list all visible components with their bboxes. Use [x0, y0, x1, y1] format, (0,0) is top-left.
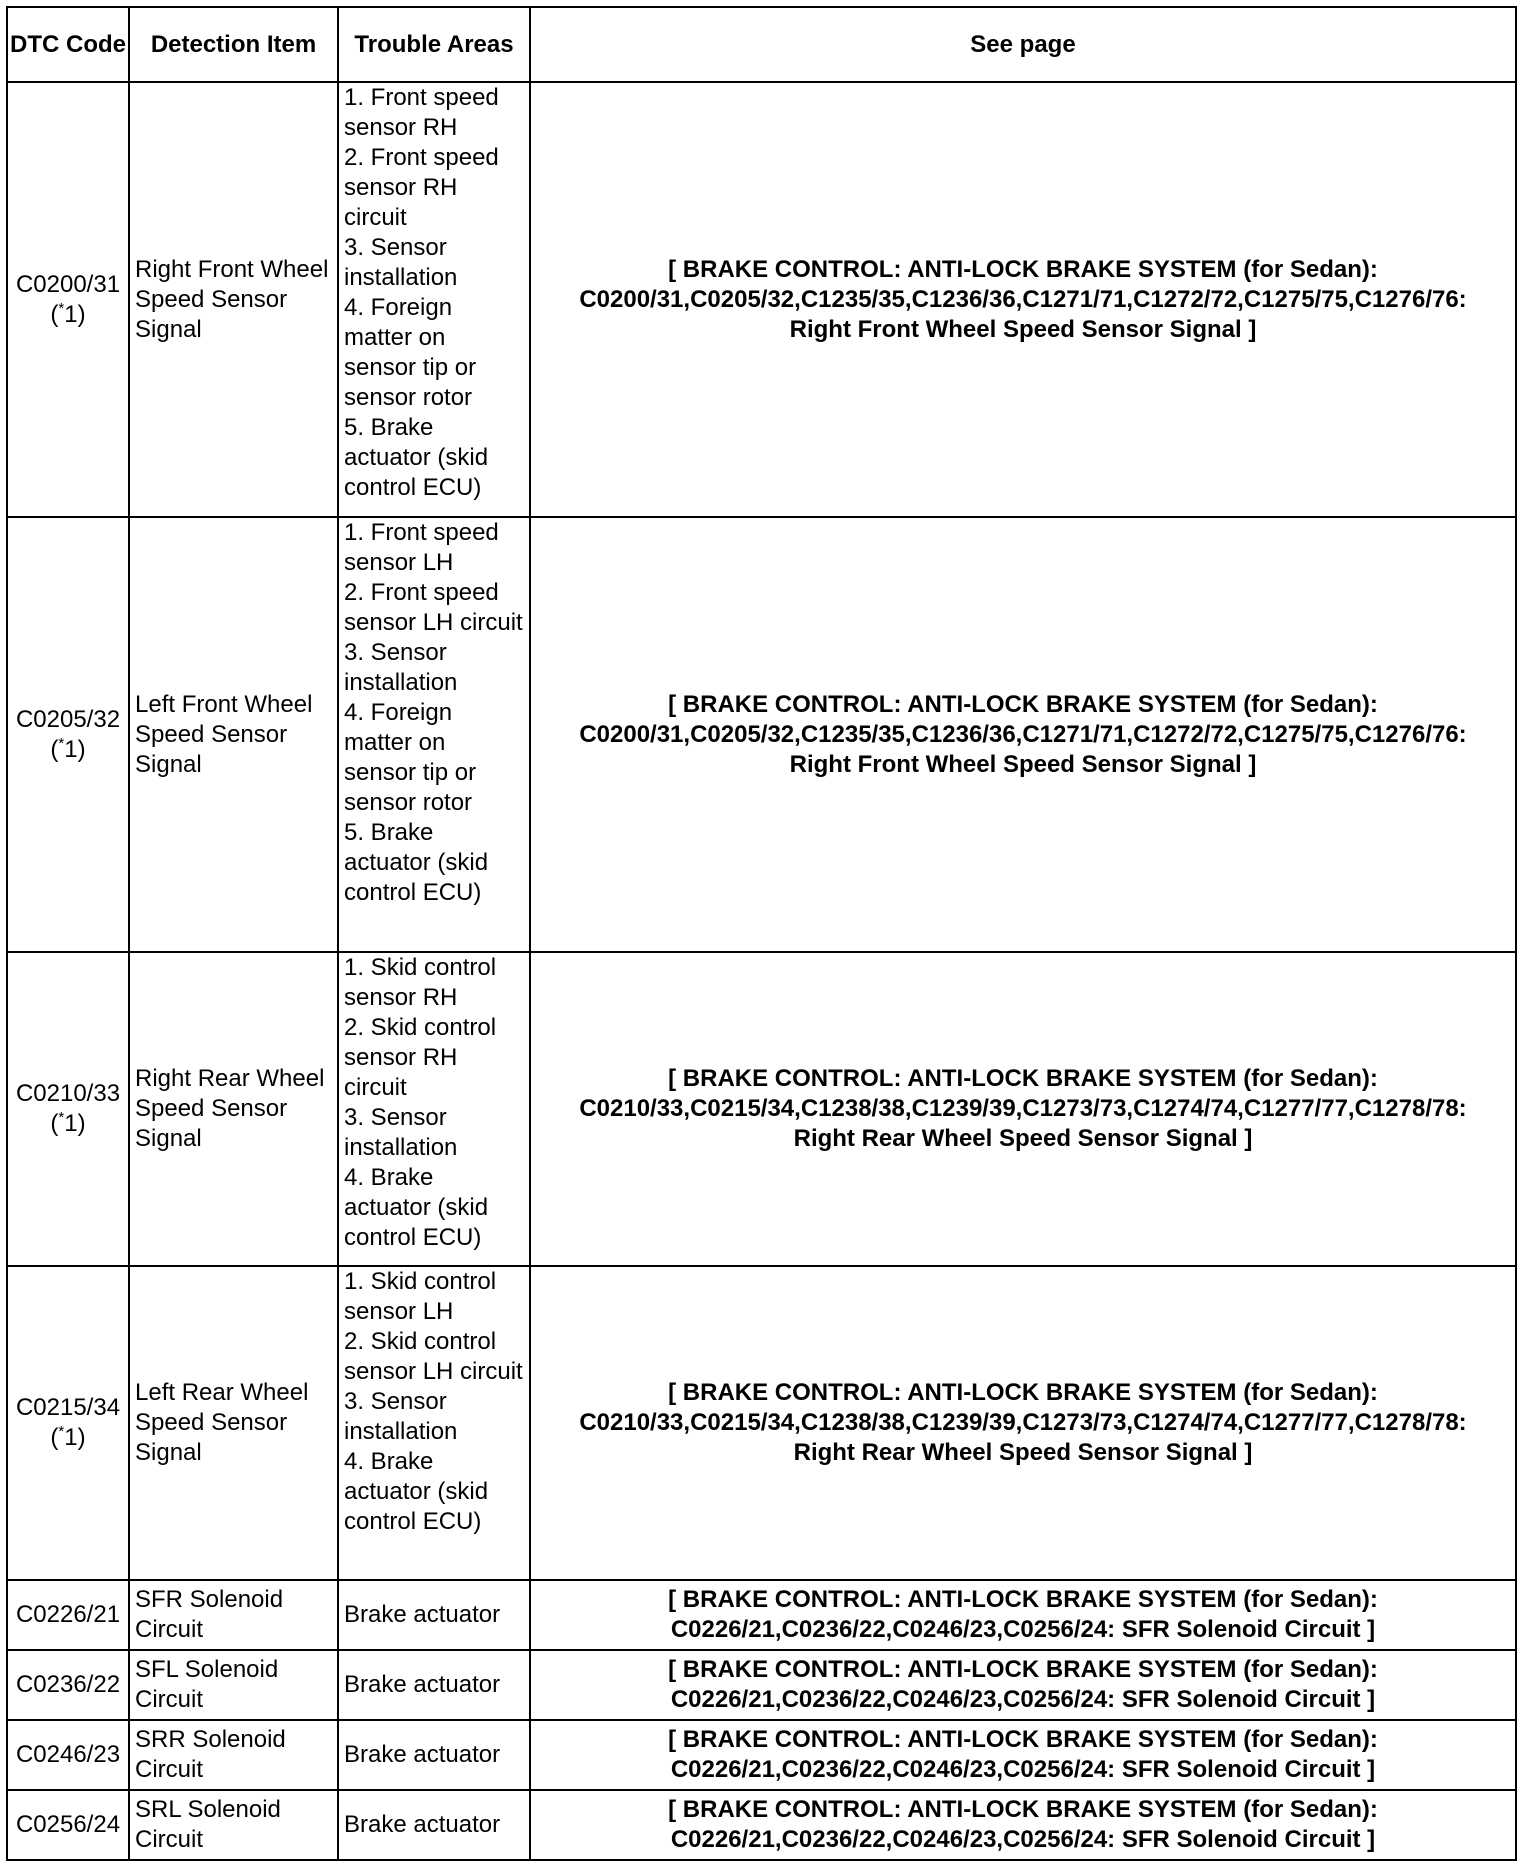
- detection-item: SRR Solenoid Circuit: [129, 1720, 338, 1790]
- dtc-note: (*1): [50, 1109, 86, 1137]
- see-page-link[interactable]: [530, 517, 1516, 952]
- trouble-areas: Brake actuator: [338, 1790, 530, 1860]
- detection-item: Left Front Wheel Speed Sensor Signal: [129, 517, 338, 952]
- see-page-link[interactable]: [530, 1266, 1516, 1580]
- dtc-code: C0210/33: [15, 1080, 121, 1107]
- see-page-link[interactable]: [530, 1790, 1516, 1860]
- trouble-area-line: 3. Sensor installation: [344, 639, 458, 696]
- dtc-code: C0226/21: [7, 1580, 129, 1650]
- header-see-page: See page: [530, 7, 1516, 82]
- dtc-code-cell: [7, 517, 129, 952]
- dtc-note: (*1): [50, 1423, 86, 1451]
- see-page-link[interactable]: [530, 1720, 1516, 1790]
- detection-item: SFR Solenoid Circuit: [129, 1580, 338, 1650]
- dtc-code-cell: [7, 82, 129, 517]
- see-page-line: [ BRAKE CONTROL: ANTI-LOCK BRAKE SYSTEM (for Sedan):: [668, 255, 1378, 283]
- table-row: [7, 82, 1516, 517]
- see-page-line: C0200/31,C0205/32,C1235/35,C1236/36,C1271/71,C1272/72,C1275/75,C1276/76:: [579, 720, 1467, 748]
- see-page-line: [ BRAKE CONTROL: ANTI-LOCK BRAKE SYSTEM (for Sedan):: [668, 690, 1378, 718]
- detection-item: SFL Solenoid Circuit: [129, 1650, 338, 1720]
- trouble-area-line: 4. Brake actuator (skid control ECU): [344, 1164, 489, 1251]
- trouble-areas: Brake actuator: [338, 1720, 530, 1790]
- trouble-area-line: 1. Front speed sensor LH: [344, 519, 499, 576]
- see-page-link[interactable]: [530, 1580, 1516, 1650]
- header-row: [7, 7, 1516, 82]
- trouble-area-line: 1. Skid control sensor LH: [344, 1268, 497, 1325]
- dtc-code: C0215/34: [15, 1394, 121, 1421]
- see-page-line: [ BRAKE CONTROL: ANTI-LOCK BRAKE SYSTEM (for Sedan):: [668, 1379, 1378, 1406]
- see-page-line: Right Rear Wheel Speed Sensor Signal ]: [793, 1125, 1253, 1152]
- dtc-code: C0256/24: [7, 1790, 129, 1860]
- see-page-line: [ BRAKE CONTROL: ANTI-LOCK BRAKE SYSTEM (for Sedan):: [668, 1586, 1378, 1613]
- header-trouble-areas: Trouble Areas: [338, 7, 530, 82]
- see-page-line: C0210/33,C0215/34,C1238/38,C1239/39,C1273/73,C1274/74,C1277/77,C1278/78:: [579, 1409, 1467, 1436]
- trouble-areas: [338, 517, 530, 952]
- detection-item: Right Rear Wheel Speed Sensor Signal: [129, 952, 338, 1266]
- see-page-line: C0226/21,C0236/22,C0246/23,C0256/24: SFR Solenoid Circuit ]: [670, 1686, 1376, 1713]
- see-page-line: [ BRAKE CONTROL: ANTI-LOCK BRAKE SYSTEM (for Sedan):: [668, 1796, 1378, 1823]
- see-page-line: C0210/33,C0215/34,C1238/38,C1239/39,C1273/73,C1274/74,C1277/77,C1278/78:: [579, 1095, 1467, 1122]
- dtc-code: C0205/32: [15, 705, 121, 733]
- see-page-link[interactable]: [530, 952, 1516, 1266]
- table-row: [7, 517, 1516, 952]
- trouble-area-line: 4. Foreign matter on sensor tip or sensor rotor: [344, 699, 477, 816]
- see-page-line: C0226/21,C0236/22,C0246/23,C0256/24: SFR Solenoid Circuit ]: [670, 1756, 1376, 1783]
- see-page-link[interactable]: [530, 1650, 1516, 1720]
- dtc-note: (*1): [50, 299, 86, 328]
- trouble-area-line: 4. Foreign matter on sensor tip or sensor rotor: [344, 294, 477, 411]
- trouble-area-line: 2. Front speed sensor LH circuit: [344, 579, 523, 636]
- trouble-area-line: 3. Sensor installation: [344, 234, 458, 291]
- table-row: [7, 1790, 1516, 1860]
- see-page-line: [ BRAKE CONTROL: ANTI-LOCK BRAKE SYSTEM (for Sedan):: [668, 1726, 1378, 1753]
- trouble-area-line: 5. Brake actuator (skid control ECU): [344, 414, 489, 501]
- trouble-areas: [338, 82, 530, 517]
- see-page-line: C0226/21,C0236/22,C0246/23,C0256/24: SFR Solenoid Circuit ]: [670, 1616, 1376, 1643]
- header-detection-item: Detection Item: [129, 7, 338, 82]
- trouble-area-line: 5. Brake actuator (skid control ECU): [344, 819, 489, 906]
- trouble-area-line: 2. Skid control sensor LH circuit: [344, 1328, 523, 1385]
- trouble-areas: Brake actuator: [338, 1650, 530, 1720]
- trouble-areas: [338, 952, 530, 1266]
- table-row: [7, 1266, 1516, 1580]
- see-page-line: Right Front Wheel Speed Sensor Signal ]: [789, 750, 1257, 778]
- trouble-area-line: 3. Sensor installation: [344, 1104, 458, 1161]
- table-row: [7, 952, 1516, 1266]
- trouble-area-line: 2. Front speed sensor RH circuit: [344, 144, 499, 231]
- table-row: [7, 1650, 1516, 1720]
- header-dtc-code: DTC Code: [7, 7, 129, 82]
- see-page-line: C0200/31,C0205/32,C1235/35,C1236/36,C1271/71,C1272/72,C1275/75,C1276/76:: [579, 285, 1467, 313]
- dtc-code: C0200/31: [15, 270, 121, 298]
- dtc-note: (*1): [50, 734, 86, 763]
- table-row: [7, 1580, 1516, 1650]
- see-page-link[interactable]: [530, 82, 1516, 517]
- dtc-code-cell: [7, 952, 129, 1266]
- trouble-area-line: 1. Front speed sensor RH: [344, 84, 499, 141]
- see-page-line: [ BRAKE CONTROL: ANTI-LOCK BRAKE SYSTEM (for Sedan):: [668, 1656, 1378, 1683]
- table-row: [7, 1720, 1516, 1790]
- dtc-code: C0236/22: [7, 1650, 129, 1720]
- trouble-areas: Brake actuator: [338, 1580, 530, 1650]
- detection-item: Right Front Wheel Speed Sensor Signal: [129, 82, 338, 517]
- see-page-line: [ BRAKE CONTROL: ANTI-LOCK BRAKE SYSTEM (for Sedan):: [668, 1065, 1378, 1092]
- trouble-area-line: 2. Skid control sensor RH circuit: [344, 1014, 497, 1101]
- trouble-area-line: 4. Brake actuator (skid control ECU): [344, 1448, 489, 1535]
- see-page-line: Right Rear Wheel Speed Sensor Signal ]: [793, 1439, 1253, 1466]
- see-page-line: Right Front Wheel Speed Sensor Signal ]: [789, 315, 1257, 343]
- trouble-area-line: 1. Skid control sensor RH: [344, 954, 497, 1011]
- dtc-code: C0246/23: [7, 1720, 129, 1790]
- trouble-areas: [338, 1266, 530, 1580]
- detection-item: Left Rear Wheel Speed Sensor Signal: [129, 1266, 338, 1580]
- see-page-line: C0226/21,C0236/22,C0246/23,C0256/24: SFR Solenoid Circuit ]: [670, 1826, 1376, 1853]
- trouble-area-line: 3. Sensor installation: [344, 1388, 458, 1445]
- dtc-table: [6, 6, 1517, 1861]
- detection-item: SRL Solenoid Circuit: [129, 1790, 338, 1860]
- dtc-code-cell: [7, 1266, 129, 1580]
